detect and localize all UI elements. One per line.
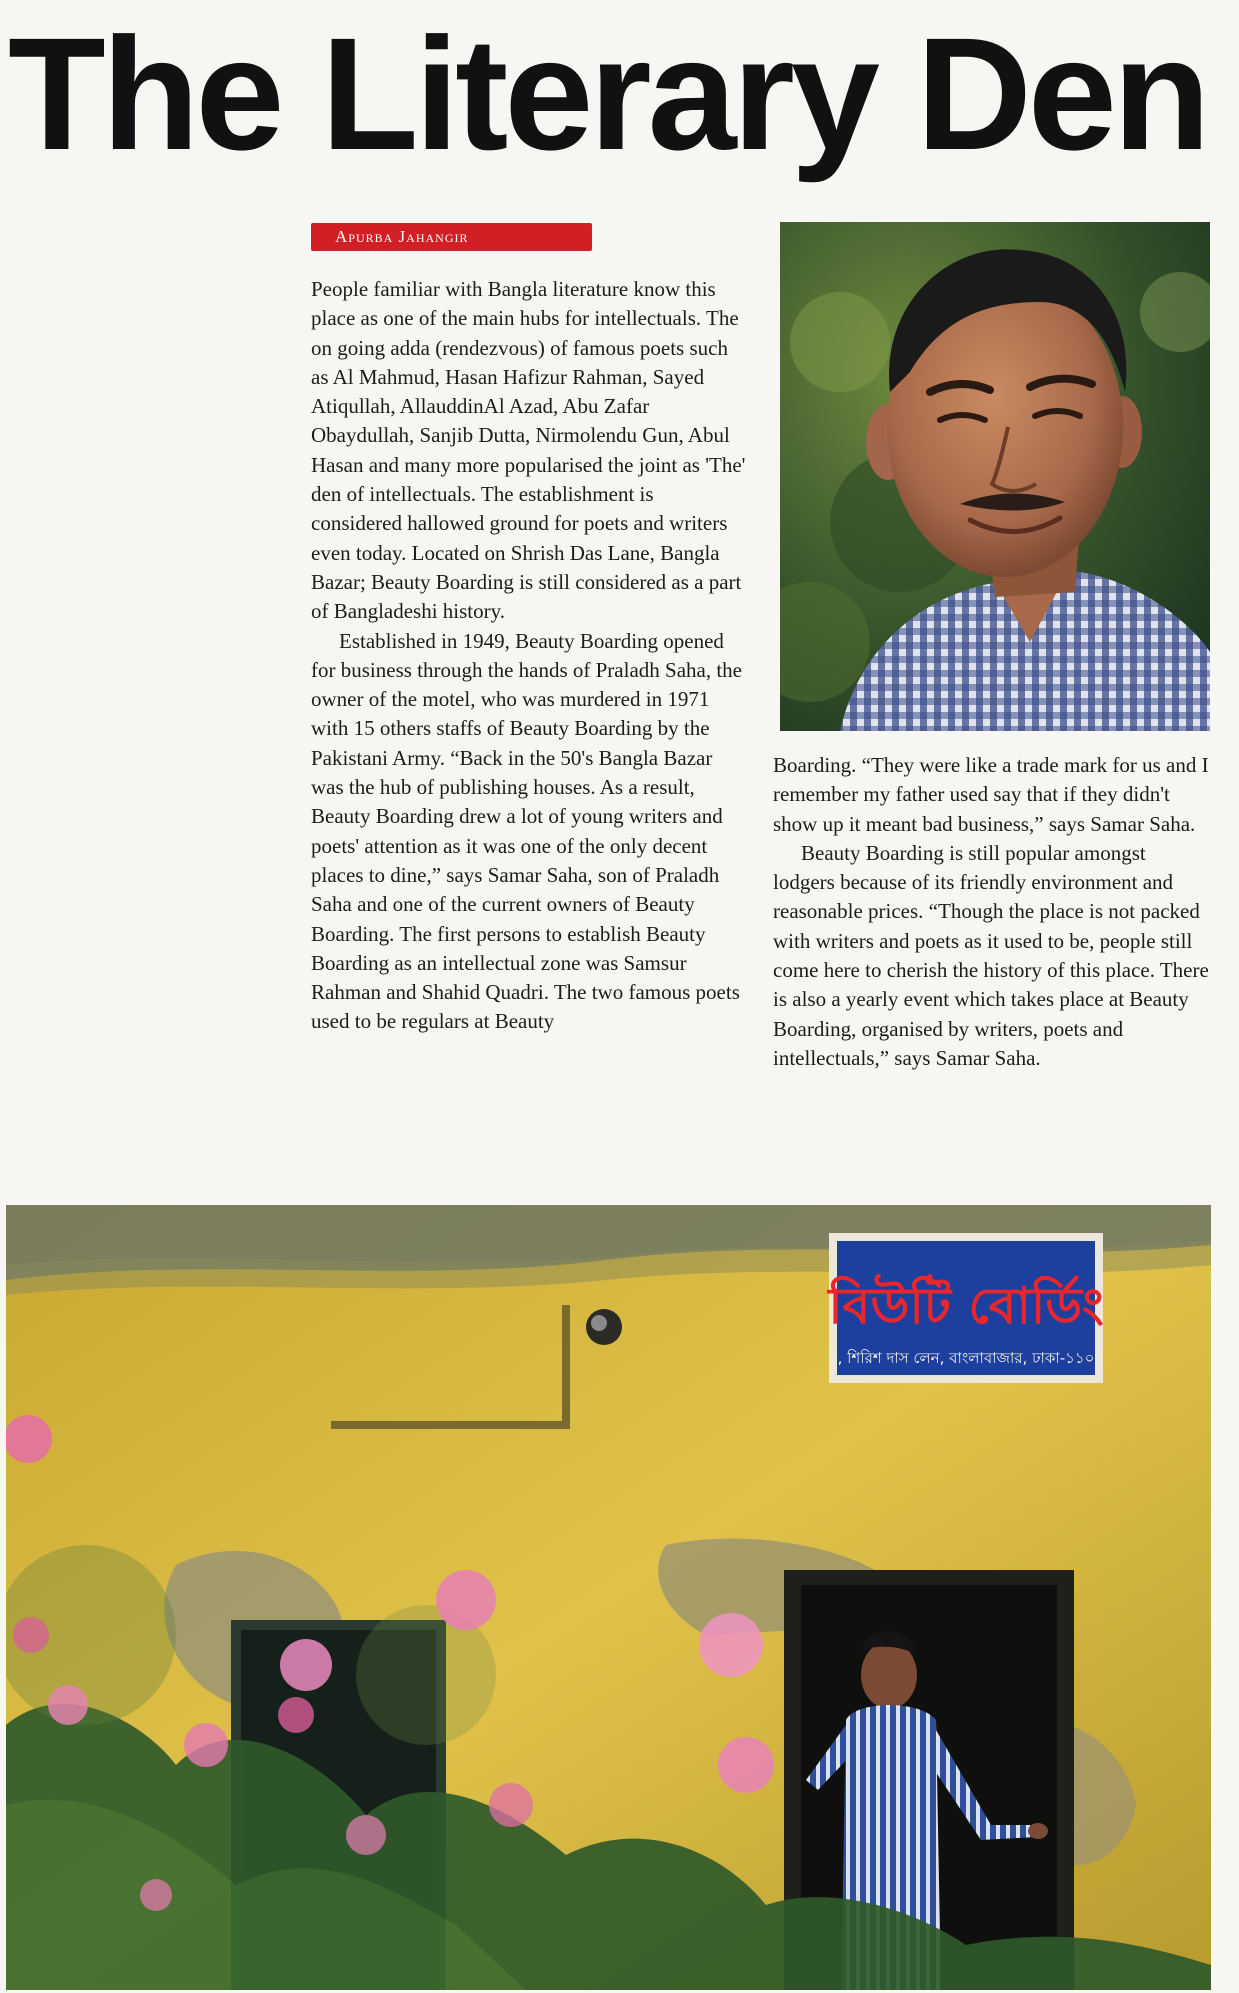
portrait-illustration	[780, 222, 1210, 731]
beauty-boarding-photo	[6, 1205, 1211, 1990]
article-column-2	[773, 751, 1210, 1073]
sign-title: বিউটি বোর্ডিং	[828, 1277, 1104, 1335]
portrait-photo	[780, 222, 1210, 731]
paragraph: Established in 1949, Beauty Boarding opened for business through the hands of Praladh Saha, the owner of the motel, who was murdered in 1971 with 15 others staffs of Beauty Boarding by the Pakistani Army. “Back in the 50's Bangla Bazar was the hub of publishing houses. As a result, Beauty Boarding drew a lot of young writers and poets' attention as it was one of the only decent places to dine,” says Samar Saha, son of Praladh Saha and one of the current owners of Beauty Boarding. The first persons to establish Beauty Boarding as an intellectual zone was Samsur Rahman and Shahid Quadri. The two famous poets used to be regulars at Beauty	[311, 628, 743, 1034]
paragraph: Beauty Boarding is still popular amongst lodgers because of its friendly environment and reasonable prices. “Though the place is not packed with writers and poets as it used to be, people still come here to cherish the history of this place. There is also a yearly event which takes place at Beauty Boarding, organised by writers, poets and intellectuals,” says Samar Saha.	[773, 840, 1209, 1070]
sign-address: ১, শিরিশ দাস লেন, বাংলাবাজার, ঢাকা-১১০০	[827, 1349, 1105, 1367]
paragraph: People familiar with Bangla literature know this place as one of the main hubs for intellectuals. The on going adda (rendezvous) of famous poets such as Al Mahmud, Hasan Hafizur Rahman, Sayed Atiqullah, AllauddinAl Azad, Abu Zafar Obaydullah, Sanjib Dutta, Nirmolendu Gun, Abul Hasan and many more popularised the joint as 'The' den of intellectuals. The establishment is considered hallowed ground for poets and writers even today. Located on Shrish Das Lane, Bangla Bazar; Beauty Boarding is still considered as a part of Bangladeshi history.	[311, 277, 746, 624]
article-column-1	[311, 275, 749, 1037]
author-byline: Apurba Jahangir	[311, 223, 592, 251]
building-facade-illustration	[6, 1205, 1211, 1990]
article-title: The Literary Den	[8, 4, 1207, 183]
beauty-boarding-sign	[826, 1233, 1104, 1383]
paragraph: Boarding. “They were like a trade mark for us and I remember my father used say that if they didn't show up it meant bad business,” says Samar Saha.	[773, 753, 1209, 836]
